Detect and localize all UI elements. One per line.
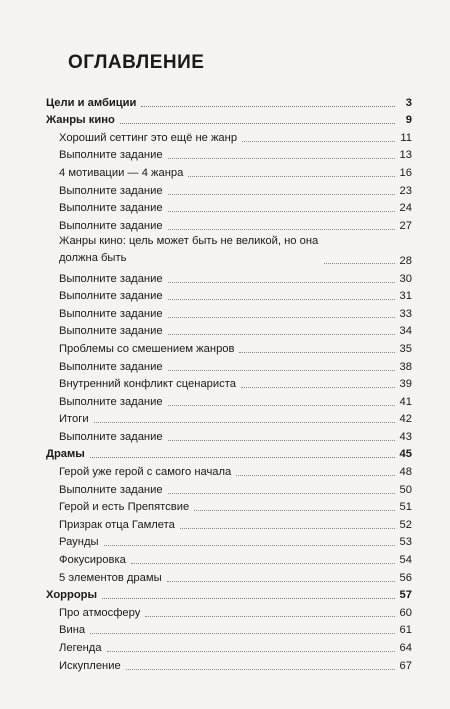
toc-entry-title: Выполните задание: [59, 202, 163, 215]
toc-entry-title: Выполните задание: [59, 219, 163, 232]
toc-entry-title: Герой и есть Препятсвие: [59, 501, 190, 514]
toc-entry-title: Выполните задание: [59, 149, 163, 162]
toc-page-number: 60: [399, 606, 412, 619]
dot-leader: [94, 421, 395, 423]
dot-leader: [126, 668, 395, 670]
toc-section-entry[interactable]: [46, 215, 412, 233]
toc-page-number: 23: [399, 184, 412, 197]
dot-leader: [107, 650, 395, 652]
toc-chapter-entry[interactable]: [46, 444, 412, 462]
dot-leader: [168, 316, 395, 318]
toc-entry-title: Выполните задание: [59, 430, 163, 443]
toc-section-entry[interactable]: [46, 356, 412, 374]
toc-entry-title: 4 мотивации — 4 жанра: [59, 166, 184, 179]
dot-leader: [236, 474, 394, 476]
toc-page-number: 57: [399, 589, 412, 602]
toc-entry-title: Хорроры: [46, 589, 98, 602]
toc-page-number: 34: [399, 325, 412, 338]
toc-entry-title: 5 элементов драмы: [59, 571, 162, 584]
toc-entry-title: Искупление: [59, 659, 121, 672]
toc-entry-title: Выполните задание: [59, 272, 163, 285]
page-title: ОГЛАВЛЕНИЕ: [68, 52, 205, 73]
toc-page-number: 30: [399, 272, 412, 285]
dot-leader: [168, 228, 395, 230]
toc-page-number: 24: [399, 202, 412, 215]
dot-leader: [241, 386, 395, 388]
toc-section-entry[interactable]: [46, 514, 412, 532]
toc-chapter-entry[interactable]: [46, 585, 412, 603]
toc-section-entry[interactable]: [46, 233, 412, 268]
toc-section-entry[interactable]: [46, 321, 412, 339]
toc-page-number: 38: [399, 360, 412, 373]
dot-leader: [141, 105, 395, 107]
toc-page-number: 64: [399, 642, 412, 654]
dot-leader: [168, 369, 395, 371]
toc-section-entry[interactable]: [46, 655, 412, 673]
toc-page-number: 11: [400, 131, 412, 144]
dot-leader: [168, 157, 395, 159]
dot-leader: [324, 262, 395, 264]
toc-chapter-entry[interactable]: [46, 110, 412, 128]
toc-entry-title: Жанры кино: [46, 114, 115, 127]
toc-entry-title: Драмы: [46, 448, 85, 461]
toc-page-number: 45: [399, 448, 412, 461]
toc-page-number: 41: [399, 395, 412, 408]
toc-page-number: 35: [399, 342, 412, 355]
toc-page-number: 13: [399, 149, 412, 162]
toc-entry-title: Выполните задание: [59, 483, 163, 496]
dot-leader: [168, 298, 395, 300]
toc-page-number: 9: [405, 114, 412, 127]
toc-entry-title: Фокусировка: [59, 554, 126, 567]
toc-section-entry[interactable]: [46, 391, 412, 409]
toc-page-number: 53: [399, 536, 412, 549]
toc-page-number: 54: [399, 554, 412, 567]
table-of-contents: [46, 92, 412, 673]
toc-entry-title: Жанры кино: цель может быть не великой, но она должна быть: [59, 234, 319, 265]
dot-leader: [120, 122, 395, 124]
toc-entry-title: Герой уже герой с самого начала: [59, 466, 232, 479]
toc-section-entry[interactable]: [46, 374, 412, 392]
toc-section-entry[interactable]: [46, 479, 412, 497]
toc-entry-title: Внутренний конфликт сценариста: [59, 378, 236, 391]
toc-entry-title: Выполните задание: [59, 307, 163, 320]
toc-section-entry[interactable]: [46, 602, 412, 620]
toc-entry-title: Проблемы со смешением жанров: [59, 342, 235, 355]
toc-section-entry[interactable]: [46, 532, 412, 550]
dot-leader: [145, 615, 394, 617]
dot-leader: [167, 580, 395, 582]
toc-entry-title: Выполните задание: [59, 360, 163, 373]
toc-section-entry[interactable]: [46, 268, 412, 286]
toc-page-number: 33: [399, 307, 412, 320]
dot-leader: [168, 333, 395, 335]
toc-section-entry[interactable]: [46, 549, 412, 567]
toc-section-entry[interactable]: [46, 286, 412, 304]
dot-leader: [180, 527, 395, 529]
toc-entry-title: Выполните задание: [59, 325, 163, 338]
toc-page-number: 16: [399, 166, 412, 179]
toc-section-entry[interactable]: [46, 409, 412, 427]
dot-leader: [90, 456, 395, 458]
dot-leader: [168, 193, 395, 195]
toc-section-entry[interactable]: [46, 637, 412, 655]
dot-leader: [168, 281, 395, 283]
dot-leader: [90, 632, 394, 634]
dot-leader: [168, 210, 395, 212]
toc-entry-title: Цели и амбиции: [46, 96, 137, 109]
toc-page-number: 56: [399, 571, 412, 584]
toc-entry-title: Выполните задание: [59, 290, 163, 303]
dot-leader: [104, 544, 395, 546]
dot-leader: [131, 562, 395, 564]
dot-leader: [242, 140, 395, 142]
toc-entry-title: Вина: [59, 624, 86, 637]
toc-section-entry[interactable]: [46, 303, 412, 321]
toc-section-entry[interactable]: [46, 338, 412, 356]
toc-page-number: 48: [399, 466, 412, 479]
dot-leader: [102, 597, 395, 599]
dot-leader: [188, 175, 394, 177]
toc-entry-title: Итоги: [59, 413, 89, 426]
toc-section-entry[interactable]: [46, 426, 412, 444]
toc-page-number: 31: [399, 290, 412, 303]
dot-leader: [168, 404, 395, 406]
toc-section-entry[interactable]: [46, 127, 412, 145]
toc-section-entry[interactable]: [46, 567, 412, 585]
toc-section-entry[interactable]: [46, 180, 412, 198]
dot-leader: [239, 351, 394, 353]
toc-page-number: 3: [405, 96, 412, 109]
toc-entry-title: Выполните задание: [59, 184, 163, 197]
toc-page-number: 50: [399, 483, 412, 496]
toc-page-number: 52: [399, 518, 412, 531]
toc-section-entry[interactable]: [46, 198, 412, 216]
dot-leader: [194, 509, 394, 511]
toc-entry-title: Хороший сеттинг это ещё не жанр: [59, 131, 238, 144]
toc-page-number: 67: [399, 659, 412, 672]
toc-section-entry[interactable]: [46, 162, 412, 180]
toc-page-number: 42: [399, 413, 412, 426]
toc-entry-title: Выполните задание: [59, 395, 163, 408]
toc-section-entry[interactable]: [46, 620, 412, 638]
toc-entry-title: Раунды: [59, 536, 99, 549]
toc-section-entry[interactable]: [46, 497, 412, 515]
toc-page-number: 28: [399, 254, 412, 267]
toc-section-entry[interactable]: [46, 461, 412, 479]
toc-page-number: 61: [399, 624, 412, 637]
toc-page-number: 27: [399, 219, 412, 232]
toc-section-entry[interactable]: [46, 145, 412, 163]
toc-page-number: 43: [399, 430, 412, 443]
dot-leader: [168, 492, 395, 494]
dot-leader: [168, 439, 395, 441]
toc-entry-title: Легенда: [59, 642, 102, 654]
toc-entry-title: Про атмосферу: [59, 606, 141, 619]
toc-page-number: 51: [399, 501, 412, 514]
toc-page-number: 39: [399, 378, 412, 391]
toc-entry-title: Призрак отца Гамлета: [59, 518, 175, 531]
toc-chapter-entry[interactable]: [46, 92, 412, 110]
